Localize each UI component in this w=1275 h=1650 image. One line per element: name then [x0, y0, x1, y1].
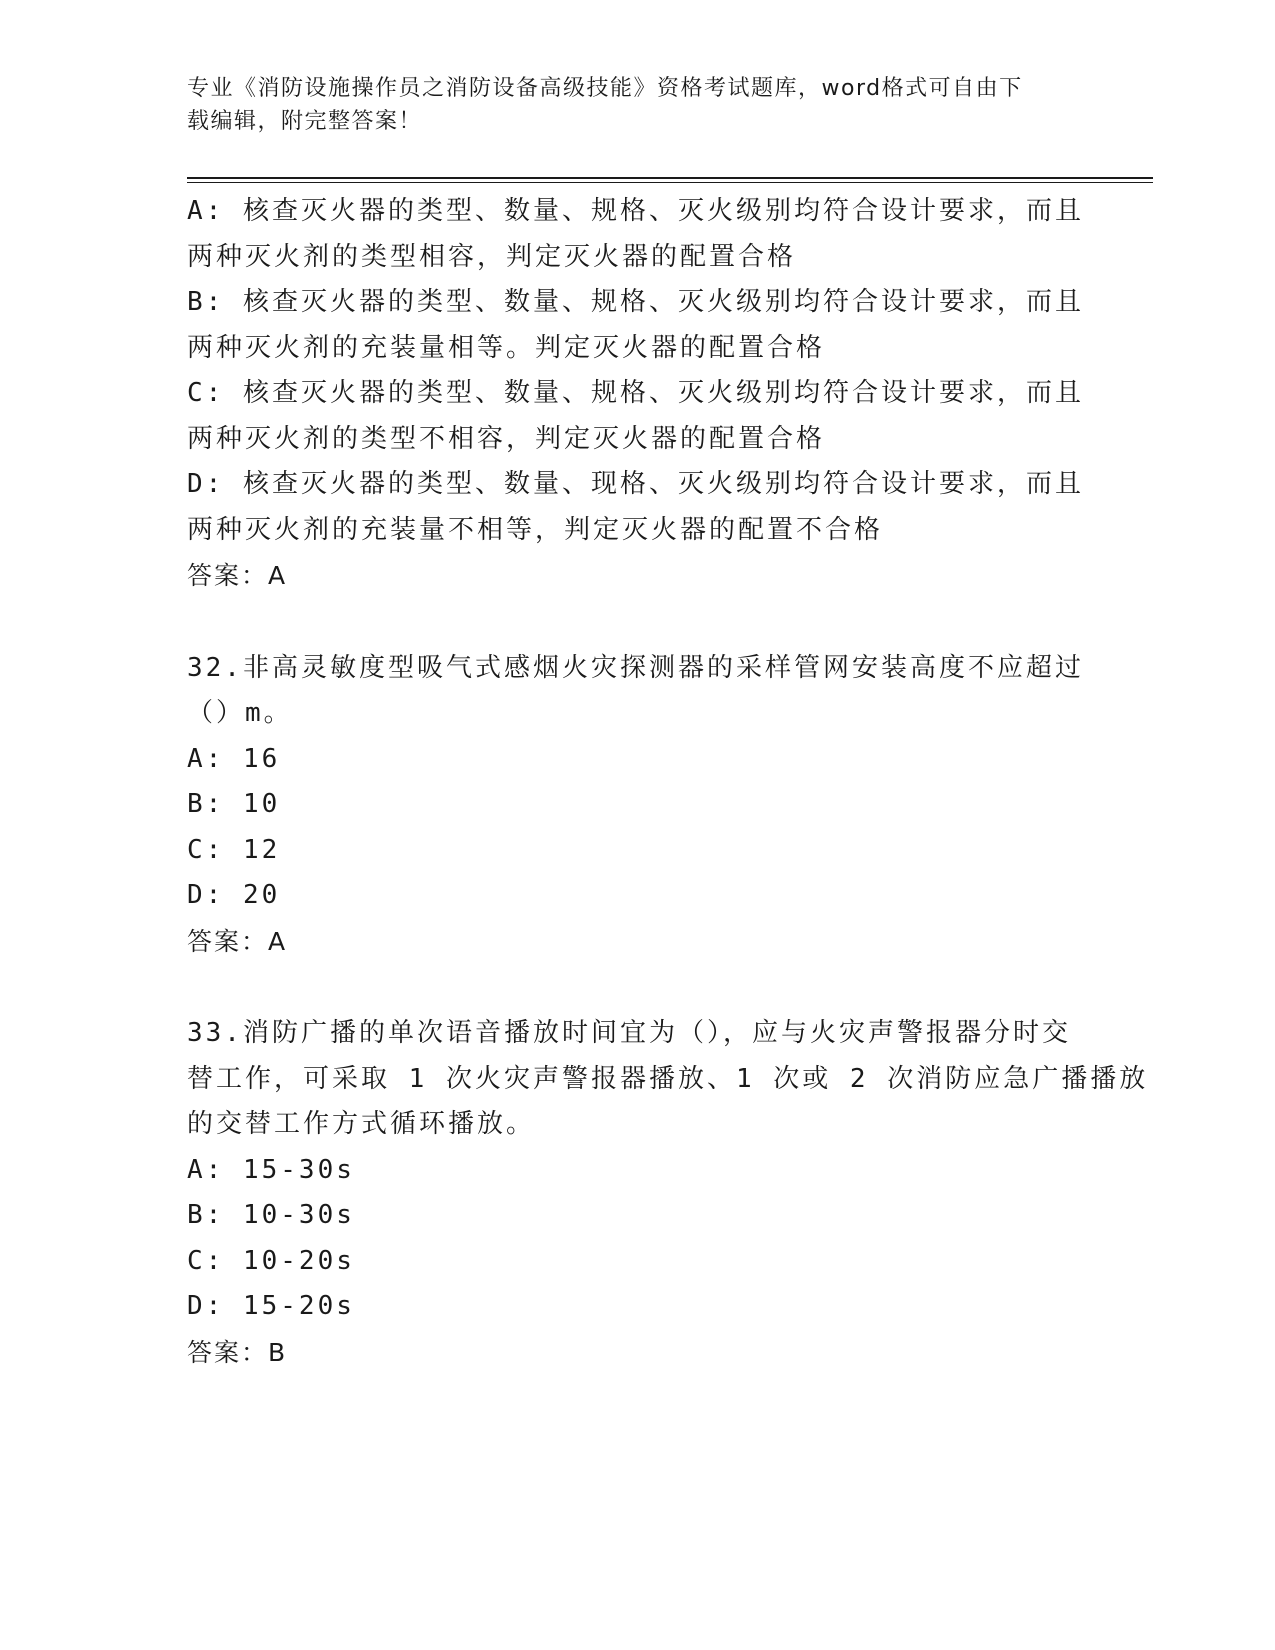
- q33-option-a: A: 15-30s: [187, 1154, 355, 1185]
- q32-option-c: C: 12: [187, 834, 281, 865]
- q31-option-a-line-1: A: 核查灭火器的类型、数量、规格、灭火级别均符合设计要求，而且: [187, 196, 1084, 226]
- q33-question-line-2: 替工作，可采取 1 次火灾声警报器播放、1 次或 2 次消防应急广播播放: [187, 1063, 1149, 1094]
- question-spacer: [187, 964, 1087, 1011]
- q32-option-a: A: 16: [187, 743, 281, 774]
- question-content: [187, 189, 1149, 1375]
- header-divider-thick: [187, 177, 1153, 179]
- q31-option-b-line-2: 两种灭火剂的充装量相等。判定灭火器的配置合格: [187, 332, 826, 363]
- document-header: [187, 72, 1067, 138]
- q33-answer: 答案：B: [187, 1337, 288, 1367]
- q32-option-d: D: 20: [187, 880, 281, 910]
- question-31-block: [187, 189, 1087, 599]
- q31-option-a-line-2: 两种灭火剂的类型相容，判定灭火器的配置合格: [187, 241, 797, 272]
- q32-answer: 答案：A: [187, 926, 288, 956]
- q32-question-line-1: 32.非高灵敏度型吸气式感烟火灾探测器的采样管网安装高度不应超过: [187, 652, 1084, 683]
- q31-answer: 答案：A: [187, 561, 288, 590]
- q31-option-d-line-1: D: 核查灭火器的类型、数量、现格、灭火级别均符合设计要求，而且: [187, 469, 1084, 499]
- q33-question-line-1: 33.消防广播的单次语音播放时间宜为（），应与火灾声警报器分时交: [187, 1018, 1071, 1048]
- q32-question-line-2: （）m。: [187, 698, 293, 728]
- q31-option-c-line-1: C: 核查灭火器的类型、数量、规格、灭火级别均符合设计要求，而且: [187, 378, 1084, 408]
- question-33-block: [187, 1011, 1149, 1375]
- q31-option-d-line-2: 两种灭火剂的充装量不相等，判定灭火器的配置不合格: [187, 514, 884, 545]
- q33-option-c: C: 10-20s: [187, 1245, 355, 1276]
- header-line-1: 专业《消防设施操作员之消防设备高级技能》资格考试题库，word格式可自由下: [187, 76, 1023, 101]
- header-divider-thin: [187, 182, 1153, 183]
- q31-option-c-line-2: 两种灭火剂的类型不相容，判定灭火器的配置合格: [187, 423, 826, 454]
- q33-option-d: D: 15-20s: [187, 1291, 355, 1321]
- header-line-2: 载编辑，附完整答案！: [187, 109, 423, 134]
- q33-option-b: B: 10-30s: [187, 1200, 355, 1230]
- q32-option-b: B: 10: [187, 789, 281, 819]
- question-spacer: [187, 599, 1087, 646]
- q31-option-b-line-1: B: 核查灭火器的类型、数量、规格、灭火级别均符合设计要求，而且: [187, 287, 1084, 317]
- question-32-block: [187, 646, 1087, 965]
- q33-question-line-3: 的交替工作方式循环播放。: [187, 1109, 536, 1139]
